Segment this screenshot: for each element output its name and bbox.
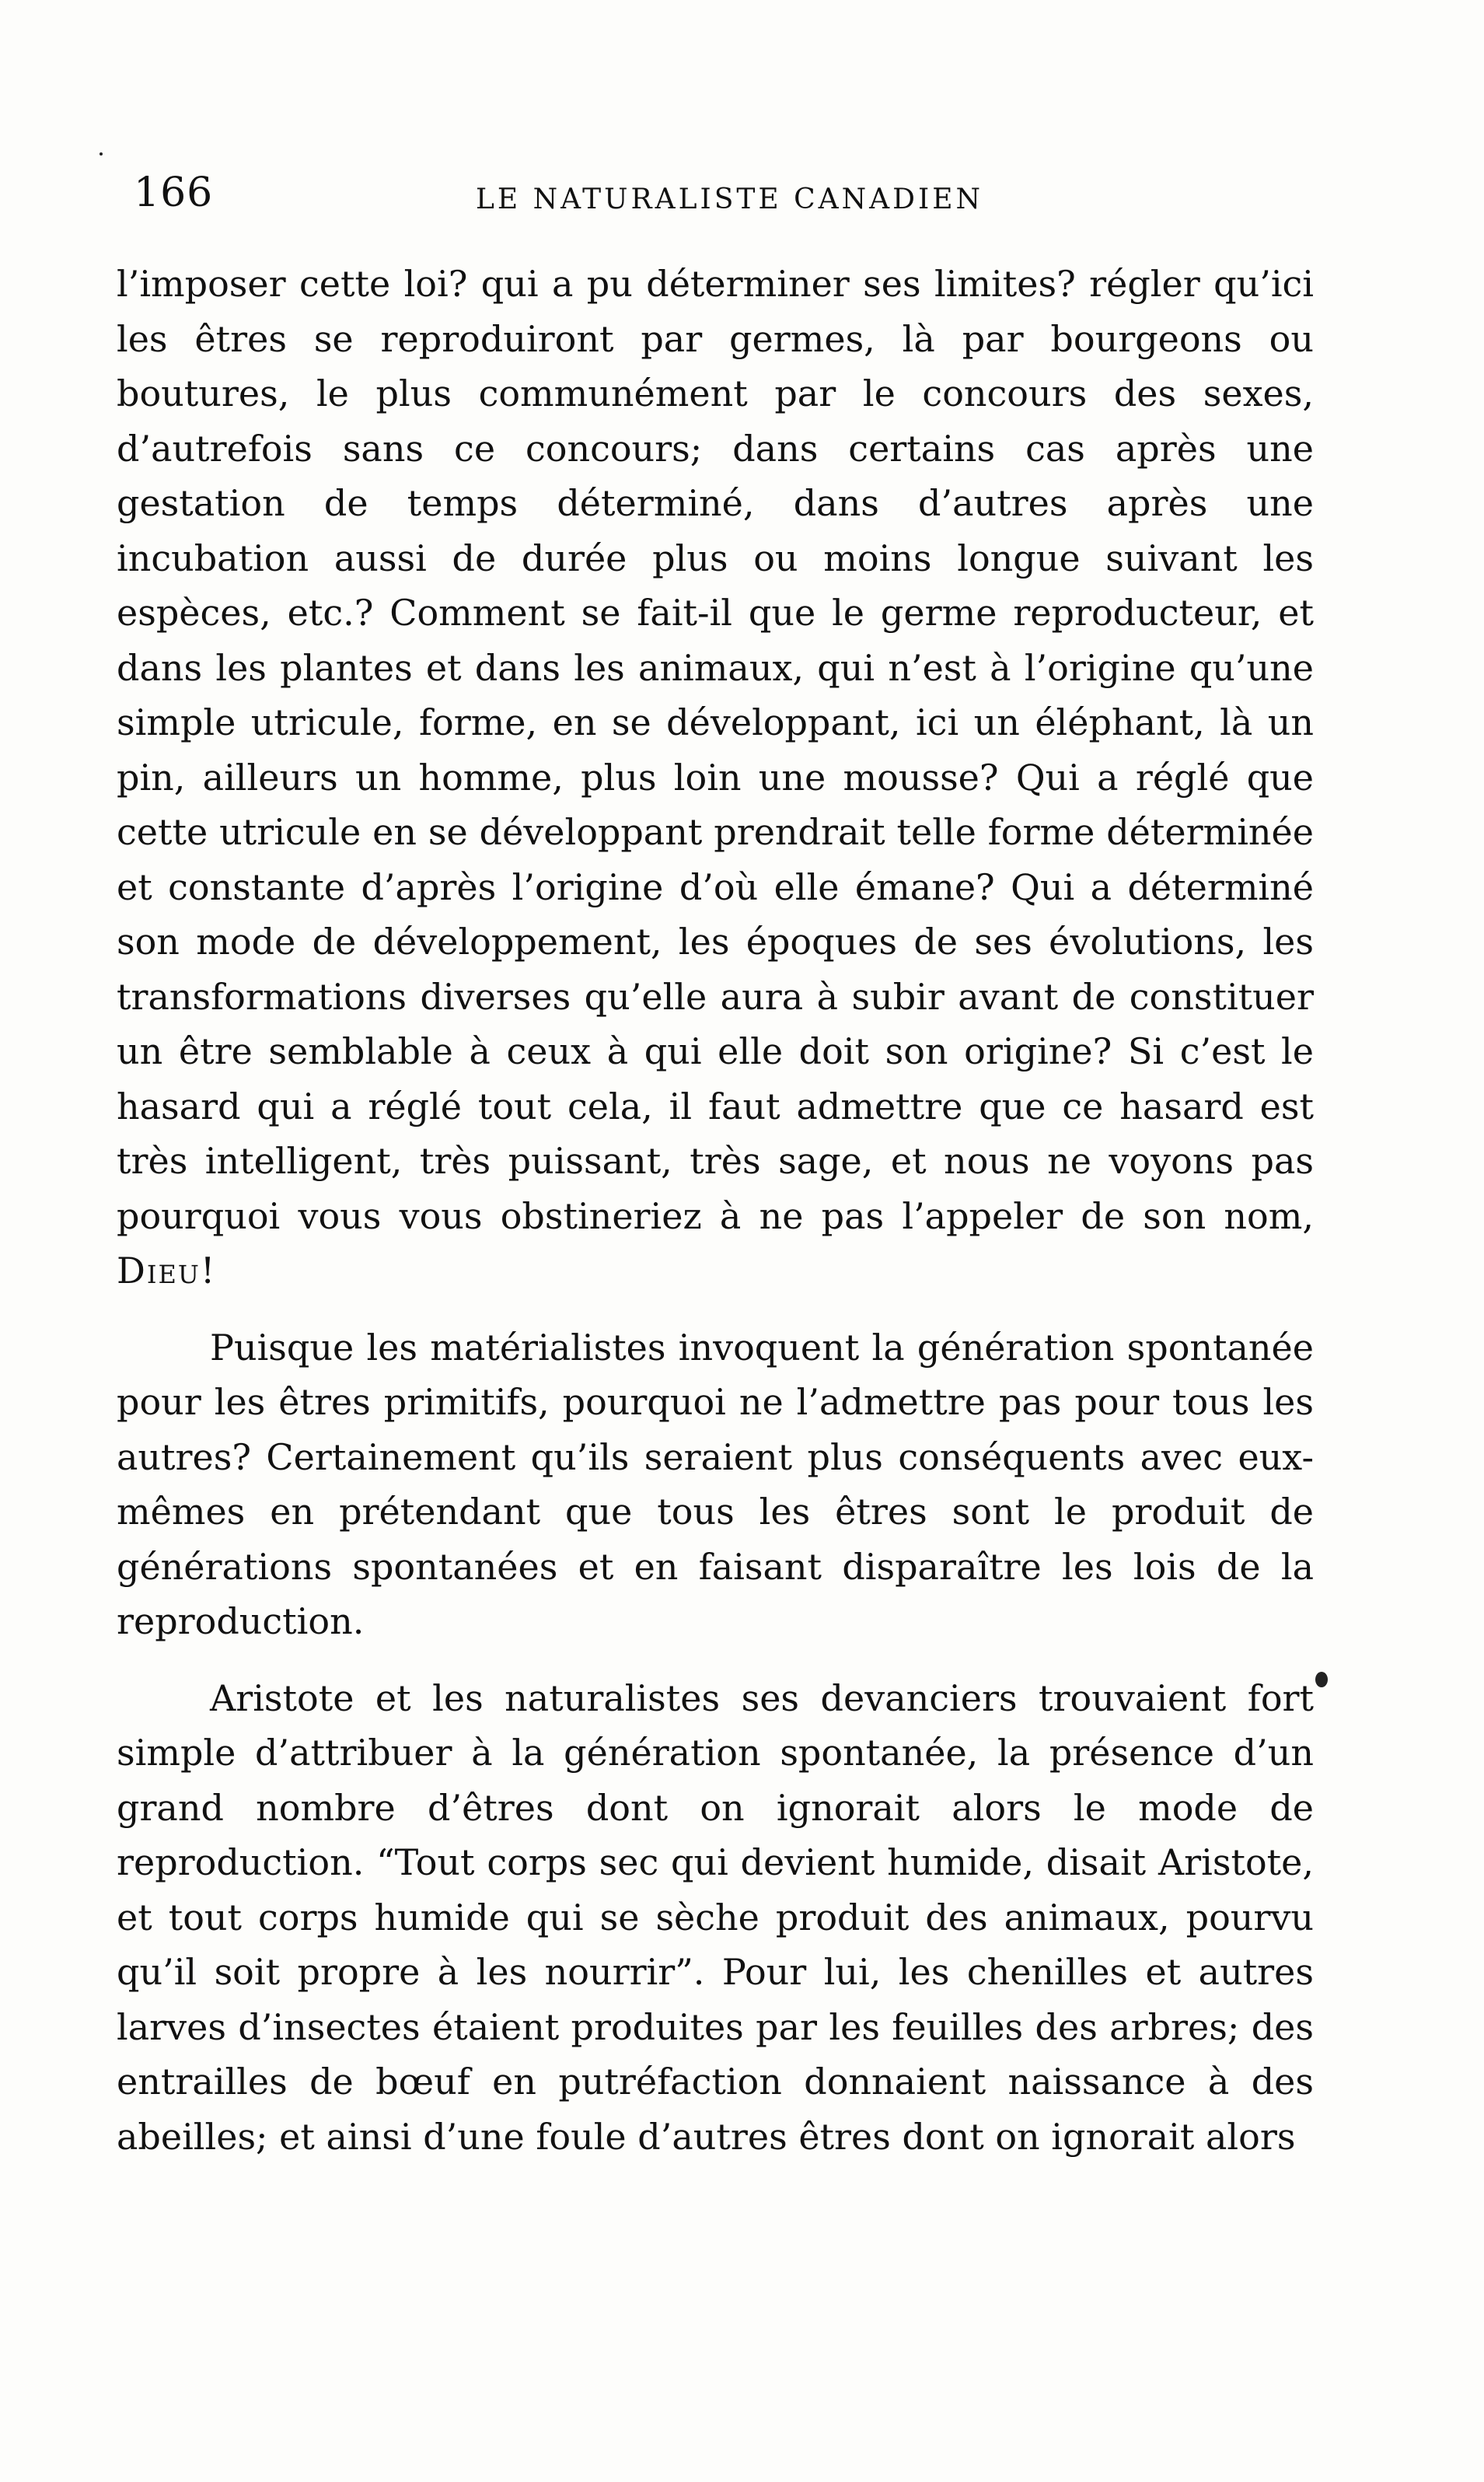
word-dieu: Dieu [117, 1250, 201, 1292]
ink-speck-small [100, 152, 103, 156]
page-number: 166 [134, 170, 214, 216]
paragraph-1-end: ! [200, 1250, 215, 1292]
paragraph-1-text: l’imposer cette loi? qui a pu déterminer ses limites? régler qu’ici les êtres se reproduiront par germes, là par bourgeons ou boutures, le plus communément par le concours des sexes, d’autrefois sans ce concours; dans certains cas après une gestation de temps déterminé, dans d’autres après une incubation aussi de durée plus ou moins longue suivant les espèces, etc.? Comment se fait-il que le germe reproducteur, et dans les plantes et dans les animaux, qui n’est à l’origine qu’une simple utricule, forme, en se développant, ici un éléphant, là un pin, ailleurs un homme, plus loin une mousse? Qui a réglé que cette utricule en se développant prendrait telle forme déterminée et constante d’après l’origine d’où elle émane? Qui a déterminé son mode de développement, les époques de ses évolutions, les transformations diverses qu’elle aura à subir avant de constituer un être semblable à ceux à qui elle doit son origine? Si c’est le hasard qui a réglé tout cela, il faut admettre que ce hasard est très intelligent, très puissant, très sage, et nous ne voyons pas pourquoi vous vous obstineriez à ne pas l’appeler de son nom, [117, 263, 1314, 1237]
ink-speck [1315, 1672, 1328, 1687]
paragraph-1 [117, 257, 1314, 1299]
paragraph-3: Aristote et les naturalistes ses devanciers trouvaient fort simple d’attribuer à la génération spontanée, la présence d’un grand nombre d’êtres dont on ignorait alors le mode de reproduction. “Tout corps sec qui devient humide, disait Aristote, et tout corps humide qui se sèche produit des animaux, pourvu qu’il soit propre à les nourrir”. Pour lui, les chenilles et autres larves d’insectes étaient produites par les feuilles des arbres; des entrailles de bœuf en putréfaction donnaient naissance à des abeilles; et ainsi d’une foule d’autres êtres dont on ignorait alors [117, 1676, 1314, 2158]
page-header [134, 170, 1300, 224]
running-title: LE NATURALISTE CANADIEN [476, 184, 984, 215]
body-text [117, 257, 1314, 2164]
paragraph-2: Puisque les matérialistes invoquent la génération spontanée pour les êtres primitifs, pourquoi ne l’admettre pas pour tous les autres? Certainement qu’ils seraient plus conséquents avec eux-mêmes en prétendant que tous les êtres sont le produit de générations spontanées et en faisant disparaître les lois de la reproduction. [117, 1326, 1314, 1642]
